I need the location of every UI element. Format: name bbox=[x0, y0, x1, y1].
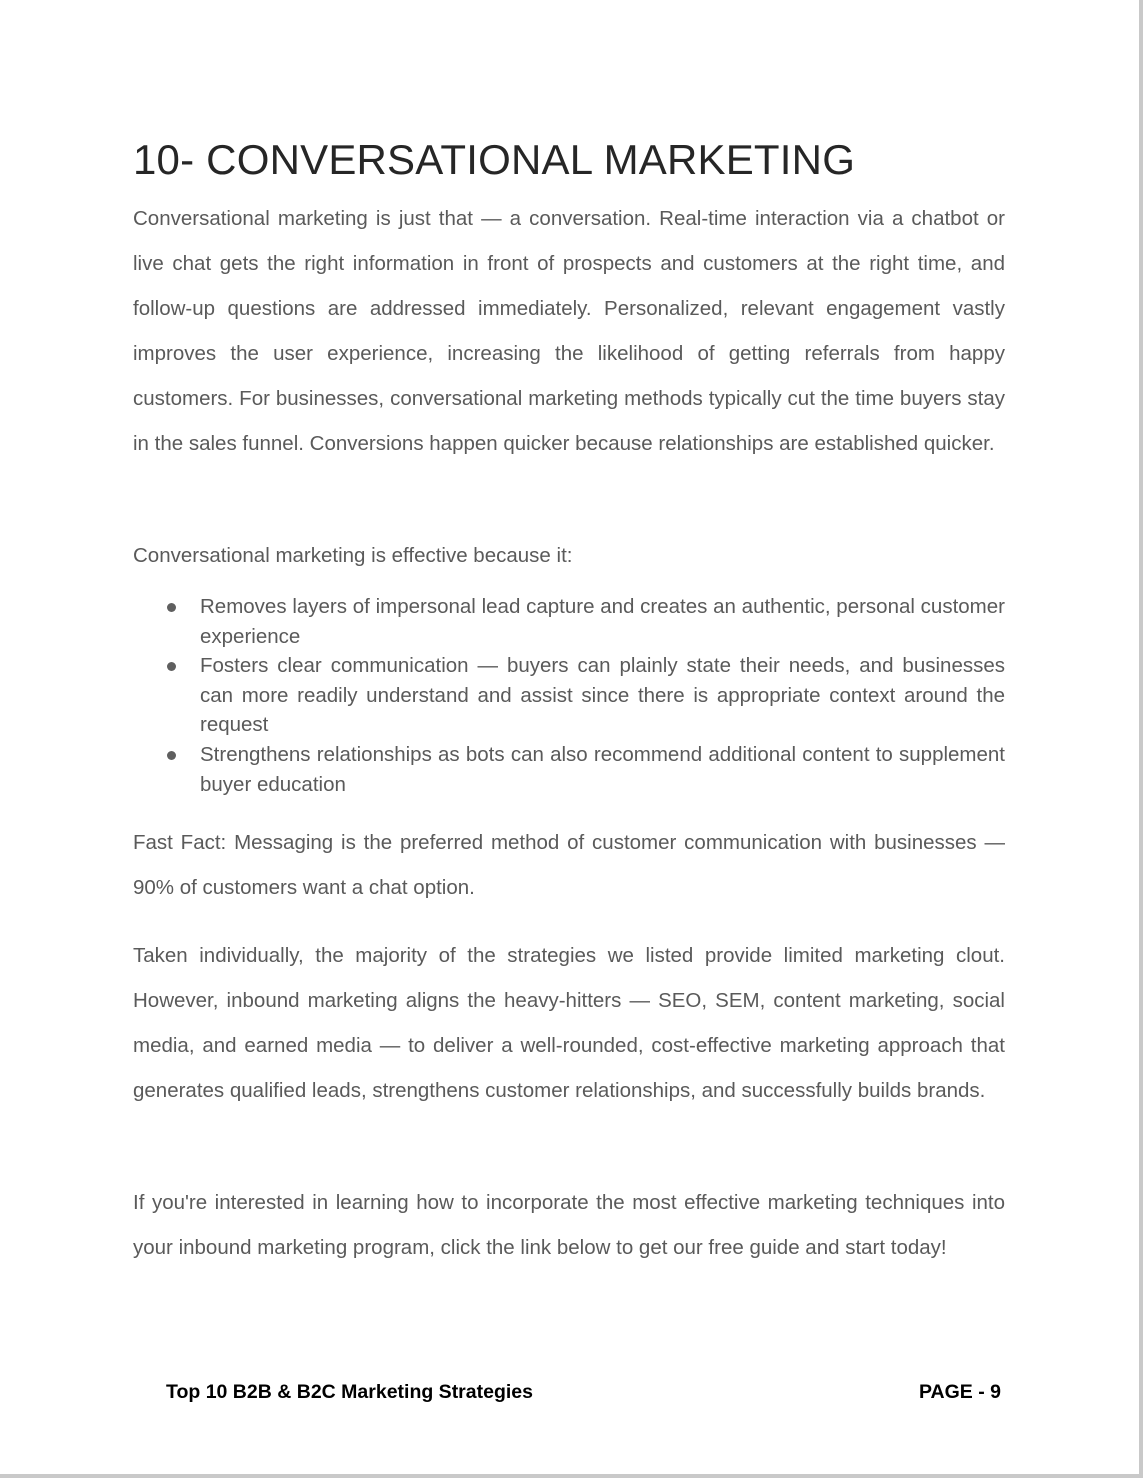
bullet-dot-icon bbox=[167, 662, 176, 671]
list-item bbox=[133, 740, 1005, 799]
cta-paragraph: If you're interested in learning how to incorporate the most effective marketing techniques into your inbound marketing program, click the link below to get our free guide and start today! bbox=[133, 1191, 1005, 1259]
fast-fact-paragraph: Fast Fact: Messaging is the preferred method of customer communication with businesses — 90% of customers want a chat option. bbox=[133, 831, 1005, 899]
list-item-text: Fosters clear communication — buyers can plainly state their needs, and businesses can more readily understand and assist since there is appropriate context around the request bbox=[200, 654, 1005, 737]
intro-paragraph: Conversational marketing is just that — a conversation. Real-time interaction via a chatbot or live chat gets the right information in front of prospects and customers at the right time, and follow-up questions are addressed immediately. Personalized, relevant engagement vastly improves the user experience, increasing the likelihood of getting referrals from happy customers. For businesses, conversational marketing methods typically cut the time buyers stay in the sales funnel. Conversions happen quicker because relationships are established quicker. bbox=[133, 207, 1005, 455]
bullet-dot-icon bbox=[167, 603, 176, 612]
summary-paragraph: Taken individually, the majority of the strategies we listed provide limited marketing clout. However, inbound marketing aligns the heavy-hitters — SEO, SEM, content marketing, social media, and earned media — to deliver a well-rounded, cost-effective marketing approach that generates qualified leads, strengthens customer relationships, and successfully builds brands. bbox=[133, 944, 1005, 1102]
section-heading: 10- CONVERSATIONAL MARKETING bbox=[133, 136, 856, 183]
footer-page-number: PAGE - 9 bbox=[919, 1381, 1001, 1403]
effective-lead-paragraph: Conversational marketing is effective because it: bbox=[133, 544, 573, 567]
bullet-dot-icon bbox=[167, 751, 176, 760]
list-item-text: Strengthens relationships as bots can also recommend additional content to supplement buyer education bbox=[200, 742, 1005, 796]
benefits-list bbox=[133, 592, 1005, 799]
footer-document-title: Top 10 B2B & B2C Marketing Strategies bbox=[166, 1381, 533, 1403]
list-item-text: Removes layers of impersonal lead capture and creates an authentic, personal customer experience bbox=[200, 595, 1005, 648]
list-item bbox=[133, 592, 1005, 651]
list-item bbox=[133, 651, 1005, 740]
